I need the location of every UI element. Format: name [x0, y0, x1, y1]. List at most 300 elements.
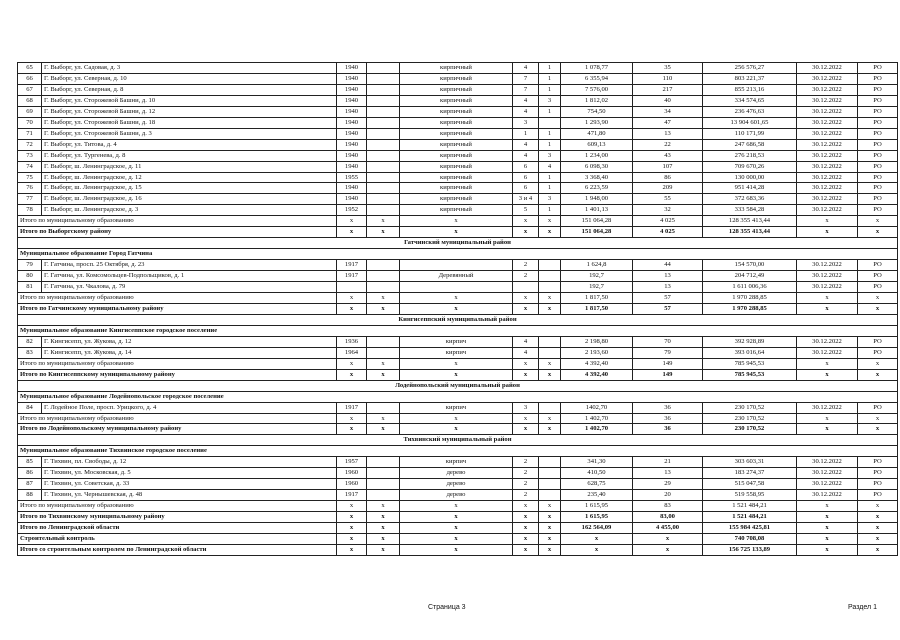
wall-material-cell: дерево	[400, 468, 513, 479]
entrances-cell: х	[539, 501, 561, 512]
residents-cell: 83,00	[633, 512, 703, 523]
entrances-cell	[539, 260, 561, 271]
entrances-cell: 3	[539, 150, 561, 161]
cost-cell: 519 558,95	[703, 490, 797, 501]
entrances-cell	[539, 402, 561, 413]
area-cell: 3 368,40	[561, 172, 633, 183]
area-cell: 609,13	[561, 139, 633, 150]
wall-material-cell: х	[400, 424, 513, 435]
cost-cell: 247 686,58	[703, 139, 797, 150]
extra-cell	[367, 128, 400, 139]
address-cell: Г. Выборг, ул. Титова, д. 4	[42, 139, 337, 150]
year-cell: 1957	[337, 457, 367, 468]
extra-cell: х	[367, 544, 400, 555]
extra-cell	[367, 95, 400, 106]
area-cell: 1 401,13	[561, 205, 633, 216]
year-cell: 1955	[337, 172, 367, 183]
extra-cell: х	[367, 369, 400, 380]
cost-cell: 276 218,53	[703, 150, 797, 161]
row-number: 76	[18, 183, 42, 194]
extra-cell	[367, 205, 400, 216]
wall-material-cell: х	[400, 227, 513, 238]
row-number: 78	[18, 205, 42, 216]
fund-method-cell: х	[858, 523, 898, 534]
total-label: Итого по муниципальному образованию	[18, 413, 337, 424]
extra-cell: х	[367, 533, 400, 544]
year-cell: х	[337, 512, 367, 523]
fund-method-cell: х	[858, 512, 898, 523]
floors-cell: 2	[513, 468, 539, 479]
wall-material-cell	[400, 260, 513, 271]
deadline-cell: х	[797, 303, 858, 314]
area-cell: 1 402,70	[561, 413, 633, 424]
total-row	[18, 533, 898, 544]
year-cell: 1960	[337, 468, 367, 479]
cost-cell: 372 683,36	[703, 194, 797, 205]
extra-cell: х	[367, 227, 400, 238]
wall-material-cell: дерево	[400, 479, 513, 490]
entrances-cell: х	[539, 533, 561, 544]
deadline-cell: 30.12.2022	[797, 84, 858, 95]
entrances-cell	[539, 271, 561, 282]
year-cell: 1964	[337, 347, 367, 358]
fund-method-cell: х	[858, 424, 898, 435]
wall-material-cell: х	[400, 369, 513, 380]
residents-cell: 34	[633, 106, 703, 117]
address-cell: Г. Выборг, ул. Сторожевой Башни, д. 3	[42, 128, 337, 139]
fund-method-cell: РО	[858, 468, 898, 479]
area-cell: 151 064,28	[561, 227, 633, 238]
deadline-cell: 30.12.2022	[797, 106, 858, 117]
residents-cell: 36	[633, 413, 703, 424]
floors-cell: 4	[513, 106, 539, 117]
extra-cell	[367, 161, 400, 172]
area-cell: 192,7	[561, 271, 633, 282]
residents-cell: х	[633, 533, 703, 544]
extra-cell: х	[367, 358, 400, 369]
cost-cell: 230 170,52	[703, 424, 797, 435]
table-row	[18, 183, 898, 194]
address-cell: Г. Выборг, ул. Северная, д. 10	[42, 73, 337, 84]
area-cell: 2 193,60	[561, 347, 633, 358]
year-cell: 1940	[337, 117, 367, 128]
deadline-cell: 30.12.2022	[797, 347, 858, 358]
wall-material-cell: х	[400, 216, 513, 227]
row-number: 81	[18, 282, 42, 293]
cost-cell: 392 928,89	[703, 336, 797, 347]
floors-cell: 3 и 4	[513, 194, 539, 205]
area-cell: 341,30	[561, 457, 633, 468]
residents-cell: 107	[633, 161, 703, 172]
entrances-cell: 3	[539, 95, 561, 106]
table-row	[18, 150, 898, 161]
entrances-cell: 1	[539, 205, 561, 216]
address-cell: Г. Выборг, ш. Ленинградское, д. 11	[42, 161, 337, 172]
area-cell: 162 564,09	[561, 523, 633, 534]
floors-cell: х	[513, 293, 539, 304]
area-cell: 1 624,8	[561, 260, 633, 271]
deadline-cell: х	[797, 227, 858, 238]
total-row	[18, 424, 898, 435]
address-cell: Г. Выборг, ш. Ленинградское, д. 16	[42, 194, 337, 205]
entrances-cell: 1	[539, 139, 561, 150]
floors-cell: х	[513, 369, 539, 380]
residents-cell: 44	[633, 260, 703, 271]
address-cell: Г. Тихвин, пл. Свободы, д. 12	[42, 457, 337, 468]
deadline-cell: 30.12.2022	[797, 457, 858, 468]
address-cell: Г. Гатчина, ул. Чкалова, д. 79	[42, 282, 337, 293]
deadline-cell: 30.12.2022	[797, 479, 858, 490]
deadline-cell: х	[797, 544, 858, 555]
cost-cell: 855 213,16	[703, 84, 797, 95]
residents-cell: 47	[633, 117, 703, 128]
year-cell: х	[337, 227, 367, 238]
wall-material-cell: кирпичный	[400, 95, 513, 106]
year-cell: х	[337, 501, 367, 512]
cost-cell: 230 170,52	[703, 402, 797, 413]
extra-cell	[367, 172, 400, 183]
row-number: 68	[18, 95, 42, 106]
fund-method-cell: РО	[858, 63, 898, 74]
total-row	[18, 216, 898, 227]
fund-method-cell: РО	[858, 161, 898, 172]
extra-cell	[367, 490, 400, 501]
row-number: 82	[18, 336, 42, 347]
total-label: Строительный контроль	[18, 533, 337, 544]
deadline-cell: 30.12.2022	[797, 161, 858, 172]
table-row	[18, 468, 898, 479]
wall-material-cell: х	[400, 303, 513, 314]
floors-cell: 7	[513, 84, 539, 95]
floors-cell: 2	[513, 271, 539, 282]
area-cell: 4 392,40	[561, 369, 633, 380]
wall-material-cell: кирпичный	[400, 205, 513, 216]
entrances-cell: х	[539, 413, 561, 424]
residents-cell: 22	[633, 139, 703, 150]
total-row	[18, 523, 898, 534]
residents-cell: 4 025	[633, 216, 703, 227]
area-cell: 754,50	[561, 106, 633, 117]
wall-material-cell: х	[400, 358, 513, 369]
total-label: Итого по Кингисеппскому муниципальному району	[18, 369, 337, 380]
fund-method-cell: РО	[858, 194, 898, 205]
total-row	[18, 358, 898, 369]
address-cell: Г. Кингисепп, ул. Жукова, д. 14	[42, 347, 337, 358]
wall-material-cell: х	[400, 501, 513, 512]
municipality-header-row	[18, 249, 898, 260]
deadline-cell: 30.12.2022	[797, 117, 858, 128]
district-header-row	[18, 380, 898, 391]
extra-cell: х	[367, 303, 400, 314]
entrances-cell: 3	[539, 194, 561, 205]
wall-material-cell: дерево	[400, 490, 513, 501]
residents-cell: 149	[633, 369, 703, 380]
year-cell: х	[337, 523, 367, 534]
deadline-cell: 30.12.2022	[797, 172, 858, 183]
year-cell: 1952	[337, 205, 367, 216]
extra-cell	[367, 106, 400, 117]
deadline-cell: х	[797, 523, 858, 534]
floors-cell: х	[513, 533, 539, 544]
fund-method-cell: х	[858, 544, 898, 555]
floors-cell: 4	[513, 150, 539, 161]
residents-cell: 83	[633, 501, 703, 512]
year-cell: 1917	[337, 490, 367, 501]
wall-material-cell: кирпич	[400, 336, 513, 347]
fund-method-cell: РО	[858, 457, 898, 468]
row-number: 80	[18, 271, 42, 282]
municipality-header-row	[18, 391, 898, 402]
address-cell: Г. Выборг, ш. Ленинградское, д. 3	[42, 205, 337, 216]
area-cell: 1 615,95	[561, 512, 633, 523]
fund-method-cell: РО	[858, 172, 898, 183]
address-cell: Г. Гатчина, ул. Комсомольцев-Подпольщиков, д. 1	[42, 271, 337, 282]
deadline-cell: х	[797, 533, 858, 544]
fund-method-cell: РО	[858, 84, 898, 95]
floors-cell: х	[513, 413, 539, 424]
extra-cell	[367, 139, 400, 150]
entrances-cell	[539, 490, 561, 501]
wall-material-cell: кирпич	[400, 347, 513, 358]
deadline-cell: 30.12.2022	[797, 150, 858, 161]
extra-cell	[367, 194, 400, 205]
floors-cell: 2	[513, 260, 539, 271]
extra-cell	[367, 479, 400, 490]
fund-method-cell: х	[858, 413, 898, 424]
residents-cell: 13	[633, 282, 703, 293]
area-cell: 1 817,50	[561, 303, 633, 314]
extra-cell	[367, 84, 400, 95]
floors-cell: х	[513, 227, 539, 238]
floors-cell: х	[513, 216, 539, 227]
address-cell: Г. Тихвин, ул. Московская, д. 5	[42, 468, 337, 479]
cost-cell: 256 576,27	[703, 63, 797, 74]
year-cell: 1940	[337, 63, 367, 74]
fund-method-cell: х	[858, 216, 898, 227]
floors-cell: 4	[513, 336, 539, 347]
fund-method-cell: х	[858, 369, 898, 380]
area-cell: 1 293,90	[561, 117, 633, 128]
cost-cell: 230 170,52	[703, 413, 797, 424]
entrances-cell: 4	[539, 161, 561, 172]
residents-cell: 40	[633, 95, 703, 106]
district-header-row	[18, 435, 898, 446]
row-number: 84	[18, 402, 42, 413]
year-cell: 1960	[337, 479, 367, 490]
area-cell: 1402,70	[561, 402, 633, 413]
floors-cell: 4	[513, 139, 539, 150]
extra-cell	[367, 271, 400, 282]
entrances-cell	[539, 336, 561, 347]
total-label: Итого со строительным контролем по Ленинградской области	[18, 544, 337, 555]
entrances-cell: 1	[539, 183, 561, 194]
deadline-cell: х	[797, 216, 858, 227]
fund-method-cell: х	[858, 227, 898, 238]
extra-cell	[367, 402, 400, 413]
cost-cell: 1 521 484,21	[703, 512, 797, 523]
row-number: 67	[18, 84, 42, 95]
floors-cell: х	[513, 523, 539, 534]
entrances-cell: х	[539, 544, 561, 555]
year-cell: 1940	[337, 194, 367, 205]
table-row	[18, 139, 898, 150]
fund-method-cell: РО	[858, 95, 898, 106]
entrances-cell: х	[539, 227, 561, 238]
residents-cell: 13	[633, 468, 703, 479]
table-row	[18, 84, 898, 95]
entrances-cell: х	[539, 424, 561, 435]
municipality-header-row	[18, 325, 898, 336]
housing-register-table	[17, 62, 898, 556]
cost-cell: 13 904 601,65	[703, 117, 797, 128]
fund-method-cell: х	[858, 501, 898, 512]
residents-cell: 21	[633, 457, 703, 468]
table-row	[18, 194, 898, 205]
area-cell: 1 078,77	[561, 63, 633, 74]
cost-cell: 130 000,00	[703, 172, 797, 183]
cost-cell: 951 414,28	[703, 183, 797, 194]
year-cell: х	[337, 369, 367, 380]
residents-cell: 209	[633, 183, 703, 194]
deadline-cell: х	[797, 424, 858, 435]
year-cell: 1936	[337, 336, 367, 347]
total-label: Итого по Выборгскому району	[18, 227, 337, 238]
total-row	[18, 413, 898, 424]
municipality-header: Муниципальное образование Город Гатчина	[18, 249, 898, 260]
year-cell: 1940	[337, 183, 367, 194]
area-cell: 4 392,40	[561, 358, 633, 369]
wall-material-cell: кирпичный	[400, 63, 513, 74]
residents-cell: 36	[633, 424, 703, 435]
wall-material-cell: кирпичный	[400, 172, 513, 183]
area-cell: 1 948,00	[561, 194, 633, 205]
cost-cell: 1 970 288,85	[703, 303, 797, 314]
table-row	[18, 490, 898, 501]
residents-cell: 110	[633, 73, 703, 84]
extra-cell: х	[367, 216, 400, 227]
table-row	[18, 479, 898, 490]
cost-cell: 1 521 484,21	[703, 501, 797, 512]
fund-method-cell: РО	[858, 183, 898, 194]
cost-cell: 128 355 413,44	[703, 216, 797, 227]
table-row	[18, 271, 898, 282]
total-row	[18, 303, 898, 314]
deadline-cell: х	[797, 369, 858, 380]
table-row	[18, 282, 898, 293]
wall-material-cell: Деревянный	[400, 271, 513, 282]
year-cell: 1940	[337, 106, 367, 117]
floors-cell: 4	[513, 63, 539, 74]
table-row	[18, 95, 898, 106]
wall-material-cell: кирпичный	[400, 117, 513, 128]
area-cell: 2 198,80	[561, 336, 633, 347]
wall-material-cell: х	[400, 533, 513, 544]
extra-cell	[367, 457, 400, 468]
total-label: Итого по муниципальному образованию	[18, 358, 337, 369]
floors-cell: 4	[513, 95, 539, 106]
cost-cell: 515 047,58	[703, 479, 797, 490]
year-cell: х	[337, 544, 367, 555]
year-cell: 1940	[337, 139, 367, 150]
floors-cell: х	[513, 358, 539, 369]
wall-material-cell: кирпичный	[400, 128, 513, 139]
floors-cell: х	[513, 303, 539, 314]
table-row	[18, 106, 898, 117]
floors-cell: 3	[513, 117, 539, 128]
deadline-cell: 30.12.2022	[797, 95, 858, 106]
wall-material-cell: х	[400, 523, 513, 534]
year-cell: х	[337, 303, 367, 314]
floors-cell: 2	[513, 490, 539, 501]
cost-cell: 303 603,31	[703, 457, 797, 468]
extra-cell: х	[367, 512, 400, 523]
floors-cell: 2	[513, 457, 539, 468]
entrances-cell	[539, 468, 561, 479]
fund-method-cell: х	[858, 358, 898, 369]
wall-material-cell: кирпичный	[400, 139, 513, 150]
extra-cell	[367, 336, 400, 347]
cost-cell: 709 670,26	[703, 161, 797, 172]
municipality-header: Муниципальное образование Кингисеппское городское поселение	[18, 325, 898, 336]
total-label: Итого по муниципальному образованию	[18, 293, 337, 304]
address-cell: Г. Гатчина, просп. 25 Октября, д. 23	[42, 260, 337, 271]
entrances-cell: х	[539, 303, 561, 314]
table-row	[18, 172, 898, 183]
cost-cell: 236 476,63	[703, 106, 797, 117]
total-row	[18, 369, 898, 380]
cost-cell: 334 574,65	[703, 95, 797, 106]
extra-cell	[367, 73, 400, 84]
fund-method-cell: РО	[858, 260, 898, 271]
wall-material-cell: кирпичный	[400, 183, 513, 194]
total-label: Итого по Ленинградской области	[18, 523, 337, 534]
deadline-cell: 30.12.2022	[797, 73, 858, 84]
address-cell: Г. Выборг, ш. Ленинградское, д. 15	[42, 183, 337, 194]
floors-cell	[513, 282, 539, 293]
year-cell: 1940	[337, 95, 367, 106]
extra-cell	[367, 150, 400, 161]
cost-cell: 803 221,37	[703, 73, 797, 84]
address-cell: Г. Выборг, ул. Тургенева, д. 8	[42, 150, 337, 161]
year-cell: 1917	[337, 402, 367, 413]
residents-cell: 13	[633, 271, 703, 282]
wall-material-cell: кирпичный	[400, 150, 513, 161]
area-cell: 1 615,95	[561, 501, 633, 512]
wall-material-cell: кирпичный	[400, 161, 513, 172]
residents-cell: 43	[633, 150, 703, 161]
residents-cell: 36	[633, 402, 703, 413]
area-cell: 235,40	[561, 490, 633, 501]
residents-cell: 32	[633, 205, 703, 216]
wall-material-cell: х	[400, 293, 513, 304]
floors-cell: 6	[513, 172, 539, 183]
fund-method-cell: РО	[858, 336, 898, 347]
district-header: Гатчинский муниципальный район	[18, 238, 898, 249]
row-number: 75	[18, 172, 42, 183]
cost-cell: 785 945,53	[703, 358, 797, 369]
table-row	[18, 205, 898, 216]
area-cell: 192,7	[561, 282, 633, 293]
address-cell: Г. Выборг, ш. Ленинградское, д. 12	[42, 172, 337, 183]
fund-method-cell: РО	[858, 490, 898, 501]
floors-cell: 5	[513, 205, 539, 216]
row-number: 72	[18, 139, 42, 150]
year-cell: 1917	[337, 260, 367, 271]
residents-cell: 29	[633, 479, 703, 490]
table-row	[18, 347, 898, 358]
page-number: Страница 3	[428, 604, 466, 611]
fund-method-cell: РО	[858, 402, 898, 413]
